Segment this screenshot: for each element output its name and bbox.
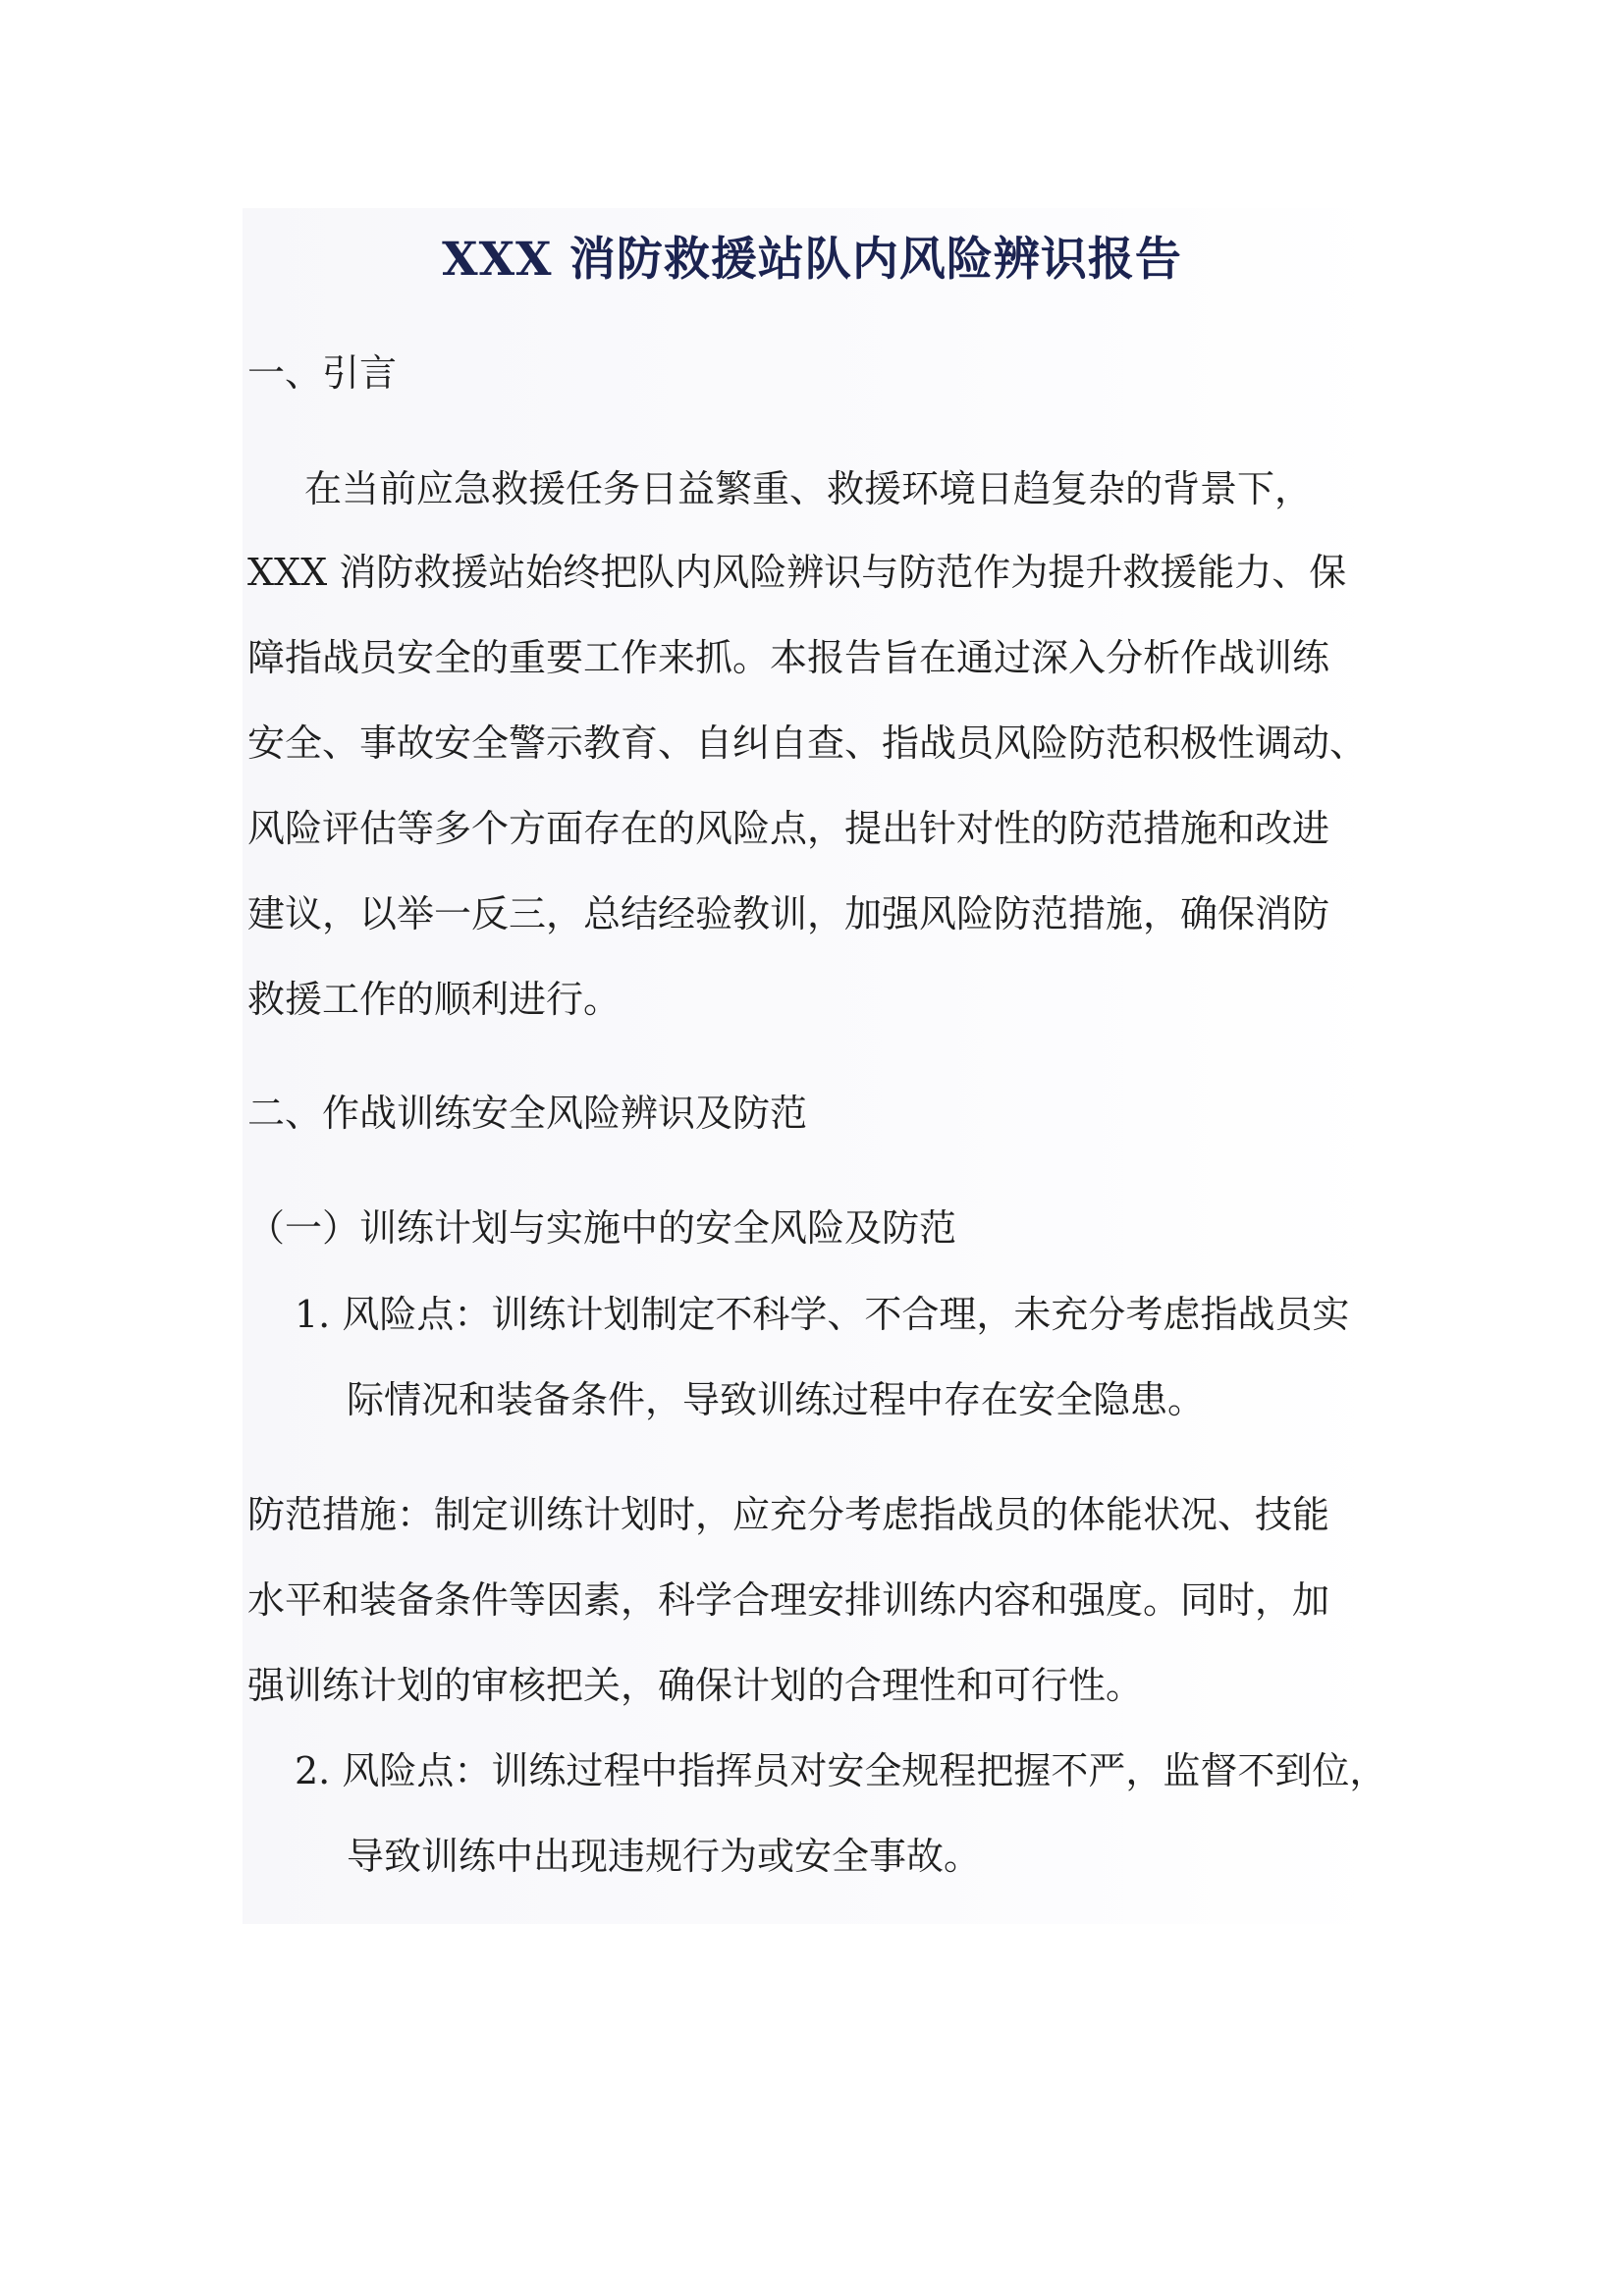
risk-item-2-line-2: 导致训练中出现违规行为或安全事故。 [347,1835,982,1878]
intro-line-5: 风险评估等多个方面存在的风险点，提出针对性的防范措施和改进 [247,807,1330,850]
risk-item-2-line-1: 2. 风险点：训练过程中指挥员对安全规程把握不严，监督不到位， [295,1749,1387,1792]
measure-1-line-1: 防范措施：制定训练计划时，应充分考虑指战员的体能状况、技能 [247,1493,1330,1536]
measure-1-line-3: 强训练计划的审核把关，确保计划的合理性和可行性。 [247,1664,1144,1707]
document-title: XXX 消防救援站队内风险辨识报告 [442,233,1182,287]
measure-1-line-2: 水平和装备条件等因素，科学合理安排训练内容和强度。同时，加 [247,1578,1330,1622]
risk-item-1-line-1: 1. 风险点：训练计划制定不科学、不合理，未充分考虑指战员实 [295,1293,1350,1336]
section-heading-intro: 一、引言 [247,351,398,395]
risk-item-1-line-2: 际情况和装备条件，导致训练过程中存在安全隐患。 [347,1378,1206,1421]
intro-line-3: 障指战员安全的重要工作来抓。本报告旨在通过深入分析作战训练 [247,636,1330,679]
subsection-heading-training-plan: （一）训练计划与实施中的安全风险及防范 [247,1206,957,1250]
intro-line-7: 救援工作的顺利进行。 [247,978,622,1021]
intro-line-1: 在当前应急救援任务日益繁重、救援环境日趋复杂的背景下， [304,467,1313,510]
intro-line-6: 建议，以举一反三，总结经验教训，加强风险防范措施，确保消防 [247,892,1330,935]
section-heading-training-safety: 二、作战训练安全风险辨识及防范 [247,1092,808,1135]
intro-line-2: XXX 消防救援站始终把队内风险辨识与防范作为提升救援能力、保 [247,551,1347,594]
intro-line-4: 安全、事故安全警示教育、自纠自查、指战员风险防范积极性调动、 [247,721,1368,765]
